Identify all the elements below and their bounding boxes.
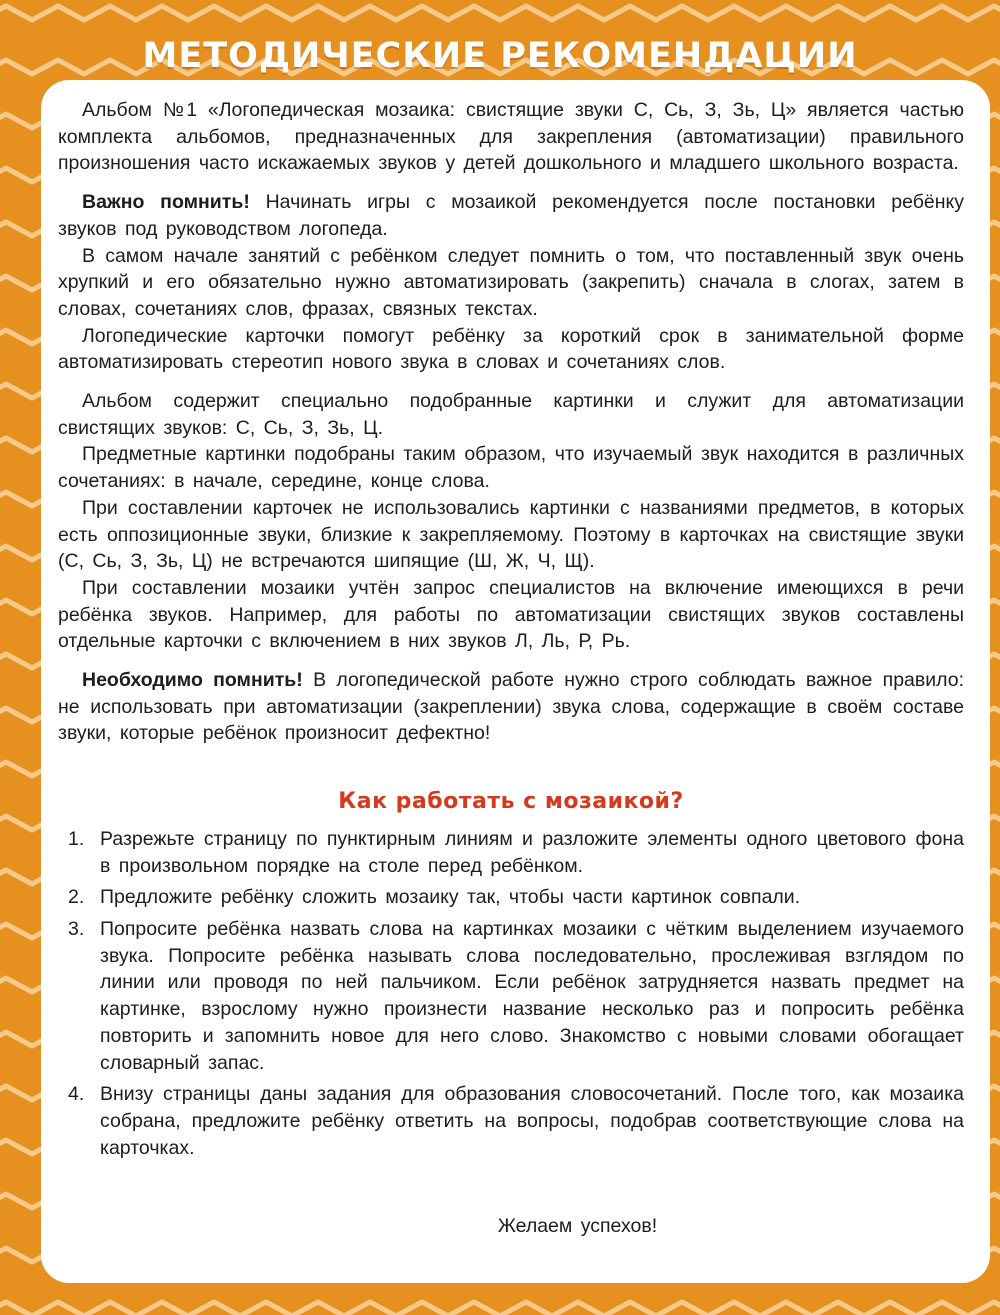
- important-note-label: Важно помнить!: [82, 191, 250, 214]
- important-note-text: Начинать игры с мозаикой рекомендуется после постановки ребёнку звуков под руководством логопеда.: [58, 191, 965, 240]
- opposition-sounds-paragraph: При составлении карточек не использовались картинки с названиями предметов, в которых есть оппозиционные звуки, близкие к закрепляемому. Поэтому в карточках на свистящие звуки (С, Сь, З, Зь, Ц) не встречаются шипящие (Ш, Ж, Ч, Щ).: [58, 496, 964, 573]
- album-contents-paragraph: Альбом содержит специально подобранные картинки и служит для автоматизации свистящих звуков: С, Сь, З, Зь, Ц.: [58, 390, 964, 439]
- howto-step: [58, 916, 964, 1076]
- zigzag-line: [0, 6, 1000, 20]
- step-number: 2.: [68, 886, 85, 909]
- intro-paragraph: Альбом №1 «Логопедическая мозаика: свистящие звуки С, Сь, З, Зь, Ц» является частью комплекта альбомов, предназначенных для закрепления (автоматизации) правильного произношения часто искажаемых звуков у детей дошкольного и младшего школьного возраста.: [58, 99, 964, 175]
- howto-steps-list: [58, 826, 964, 1161]
- howto-step: [58, 1081, 964, 1161]
- speech-cards-paragraph: Логопедические карточки помогут ребёнку за короткий срок в занимательной форме автоматизировать стереотип нового звука в словах и сочетаниях слов.: [58, 324, 964, 374]
- step-number: 3.: [68, 917, 85, 940]
- step-text: Разрежьте страницу по пунктирным линиям и разложите элементы одного цветового фона в произвольном порядке на столе перед ребёнком.: [100, 827, 964, 877]
- necessary-note-text: В логопедической работе нужно строго соблюдать важное правило: не использовать при автоматизации (закреплении) звука слова, содержащие в своём составе звуки, которые ребёнок произносит дефектно!: [58, 669, 964, 745]
- specialists-request-paragraph: При составлении мозаики учтён запрос специалистов на включение имеющихся в речи ребёнка звуков. Например, для работы по автоматизации свистящих звуков составлены отдельные карточки с включением в них звуков Л, Ль, Р, Рь.: [58, 576, 964, 653]
- content-panel: [41, 80, 990, 1283]
- step-text: Предложите ребёнку сложить мозаику так, чтобы части картинок совпали.: [100, 886, 801, 909]
- step-number: 4.: [68, 1083, 85, 1106]
- howto-step: [58, 826, 964, 879]
- picture-selection-paragraph: Предметные картинки подобраны таким образом, что изучаемый звук находится в различных сочетаниях: в начале, середине, конце слова.: [58, 443, 964, 493]
- step-number: 1.: [68, 827, 85, 850]
- step-text: Внизу страницы даны задания для образования словосочетаний. После того, как мозаика собрана, предложите ребёнку ответить на вопросы, подобрав соответствующие слова на карточках.: [100, 1083, 964, 1159]
- necessary-note-paragraph: [58, 667, 964, 747]
- necessary-note-label: Необходимо помнить!: [82, 669, 303, 692]
- zigzag-line: [0, 1302, 1000, 1315]
- step-text: Попросите ребёнка назвать слова на картинках мозаики с чётким выделением изучаемого звука. Попросите ребёнка называть слова последовательно, прослеживая взглядом по линии или проводя по ней пальчиком. Если ребёнок затрудняется назвать предмет на картинке, взрослому нужно произнести название несколько раз и попросить ребёнка повторить и запомнить новое для него слово. Знакомство с новыми словами обогащает словарный запас.: [100, 917, 964, 1074]
- important-note-paragraph: [58, 189, 964, 242]
- page-title: МЕТОДИЧЕСКИЕ РЕКОМЕНДАЦИИ: [142, 36, 858, 76]
- howto-title: Как работать с мозаикой?: [338, 789, 684, 815]
- closing-wish: Желаем успехов!: [497, 1215, 658, 1237]
- howto-step: [58, 884, 964, 911]
- sound-fragility-paragraph: В самом начале занятий с ребёнком следует помнить о том, что поставленный звук очень хрупкий и его обязательно нужно автоматизировать (закрепить) сначала в слогах, затем в словах, сочетаниях слов, фразах, связных текстах.: [58, 244, 964, 320]
